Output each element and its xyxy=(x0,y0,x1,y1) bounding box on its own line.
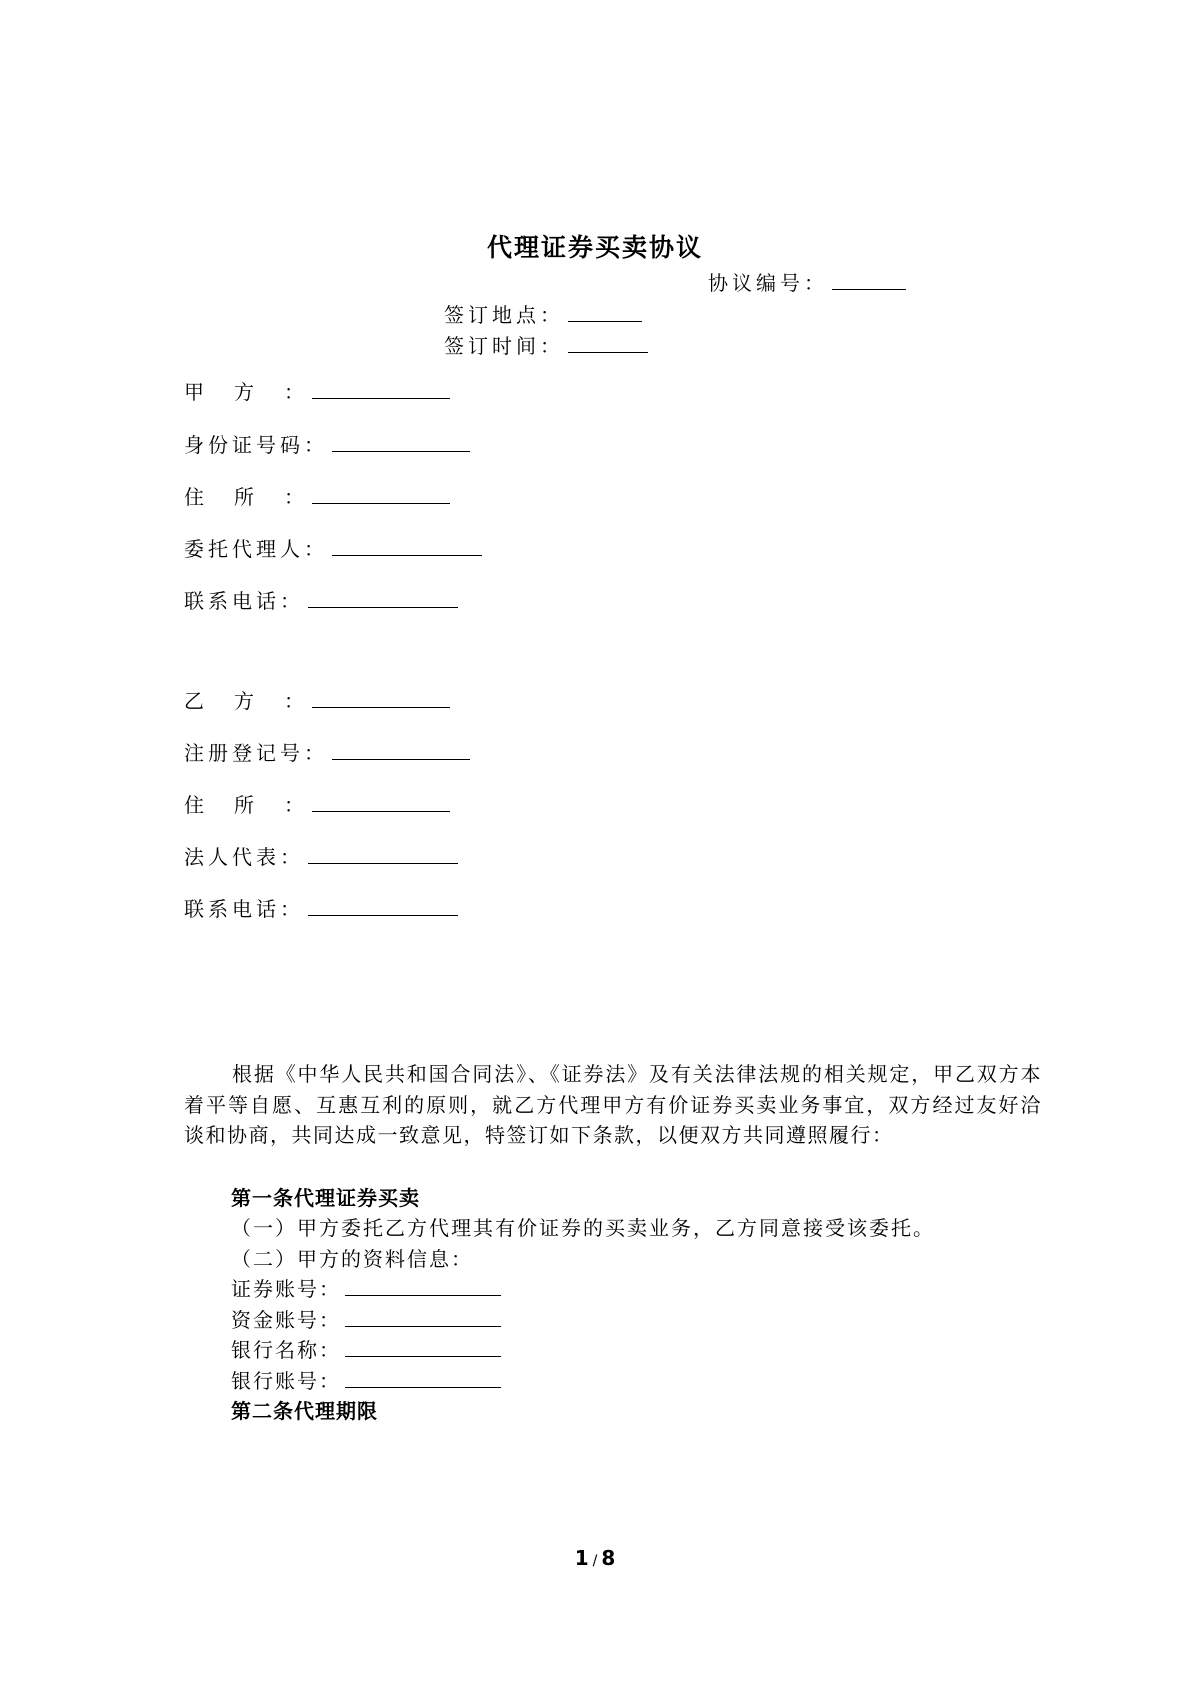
fund-account-line xyxy=(231,1305,501,1336)
party-a-agent-blank xyxy=(332,535,482,556)
party-b-rep-line xyxy=(184,842,458,872)
securities-account-line xyxy=(231,1274,501,1305)
party-b-address-line xyxy=(184,790,450,820)
party-a-address-line xyxy=(184,482,450,512)
agreement-number-label: 协议编号： xyxy=(708,271,828,295)
party-b-name-line xyxy=(184,686,450,716)
party-b-name-blank xyxy=(312,687,450,708)
party-a-agent-label: 委托代理人： xyxy=(184,537,328,561)
fund-account-blank xyxy=(345,1306,501,1327)
page-number xyxy=(0,1546,1190,1570)
securities-account-blank xyxy=(345,1275,501,1296)
bank-account-line xyxy=(231,1366,501,1397)
sign-time-line xyxy=(444,331,648,361)
securities-account-label: 证券账号： xyxy=(231,1277,341,1301)
agreement-number-blank xyxy=(832,269,906,290)
page-separator: / xyxy=(592,1553,598,1569)
sign-place-label: 签订地点： xyxy=(444,303,564,327)
fund-account-label: 资金账号： xyxy=(231,1308,341,1332)
party-b-rep-label: 法人代表： xyxy=(184,845,304,869)
bank-account-blank xyxy=(345,1367,501,1388)
article-2-heading: 第二条代理期限 xyxy=(231,1399,378,1423)
page-total: 8 xyxy=(601,1546,616,1570)
party-b-reg-label: 注册登记号： xyxy=(184,741,328,765)
party-a-agent-line xyxy=(184,534,482,564)
party-b-phone-line xyxy=(184,894,458,924)
party-b-address-blank xyxy=(312,791,450,812)
article-1-item-1: （一）甲方委托乙方代理其有价证券的买卖业务，乙方同意接受该委托。 xyxy=(231,1216,935,1240)
party-b-reg-blank xyxy=(332,739,470,760)
bank-account-label: 银行账号： xyxy=(231,1369,341,1393)
bank-name-line xyxy=(231,1335,501,1366)
article-1-heading: 第一条代理证券买卖 xyxy=(231,1186,420,1210)
party-a-address-blank xyxy=(312,483,450,504)
party-a-name-blank xyxy=(312,378,450,399)
bank-name-label: 银行名称： xyxy=(231,1338,341,1362)
party-b-phone-blank xyxy=(308,895,458,916)
document-title: 代理证券买卖协议 xyxy=(486,233,703,262)
party-b-rep-blank xyxy=(308,843,458,864)
bank-name-blank xyxy=(345,1336,501,1357)
page-current: 1 xyxy=(574,1546,589,1570)
party-a-address-label: 住所： xyxy=(184,485,334,509)
party-b-phone-label: 联系电话： xyxy=(184,897,304,921)
party-b-address-label: 住所： xyxy=(184,793,334,817)
party-a-id-blank xyxy=(332,431,470,452)
sign-place-blank xyxy=(568,301,642,322)
party-b-reg-line xyxy=(184,738,470,768)
party-a-name-label: 甲方： xyxy=(184,380,334,404)
sign-place-line xyxy=(444,300,642,330)
party-a-name-line xyxy=(184,377,450,407)
sign-time-label: 签订时间： xyxy=(444,334,564,358)
sign-time-blank xyxy=(568,332,648,353)
party-b-name-label: 乙方： xyxy=(184,689,334,713)
party-a-phone-blank xyxy=(308,587,458,608)
party-a-id-line xyxy=(184,430,470,460)
party-a-phone-line xyxy=(184,586,458,616)
party-a-phone-label: 联系电话： xyxy=(184,589,304,613)
article-1-item-2: （二）甲方的资料信息： xyxy=(231,1247,473,1271)
agreement-number-line xyxy=(708,268,906,298)
preamble-paragraph: 根据《中华人民共和国合同法》、《证券法》及有关法律法规的相关规定，甲乙双方本着平等自愿、互惠互利的原则，就乙方代理甲方有价证券买卖业务事宜，双方经过友好洽谈和协商，共同达成一致意见，特签订如下条款，以便双方共同遵照履行： xyxy=(184,1062,1042,1147)
party-a-id-label: 身份证号码： xyxy=(184,433,328,457)
